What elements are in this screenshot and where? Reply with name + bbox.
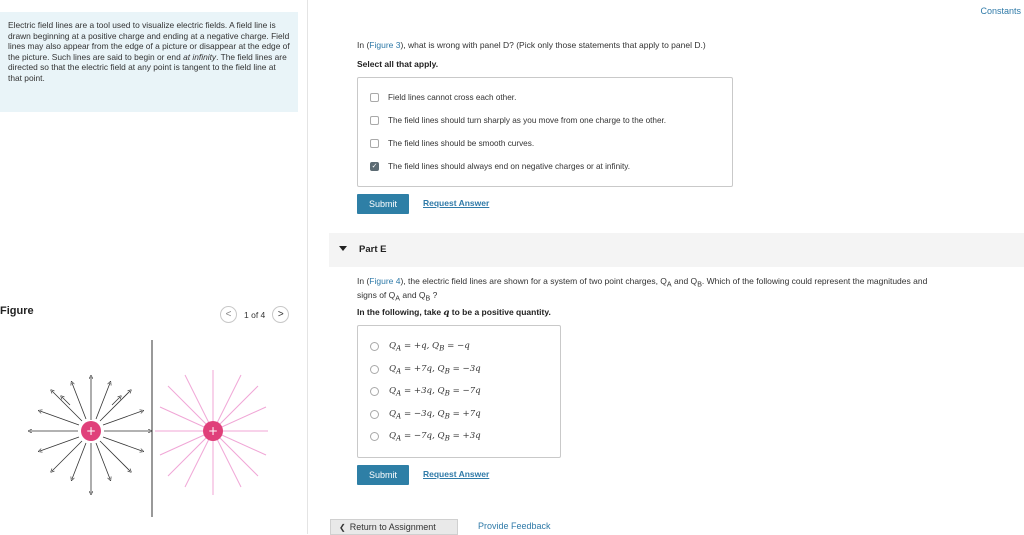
checkbox-option[interactable] xyxy=(370,139,534,148)
intro-text-box xyxy=(0,12,298,112)
radio-button[interactable] xyxy=(370,432,379,441)
option-expression: $Q_A = -7q$, $Q_B = +3q$ xyxy=(389,431,481,443)
part-e-question xyxy=(357,276,1017,304)
question-suffix: ), the electric field lines are shown for a system of two point charges, Q xyxy=(400,276,667,286)
radio-option[interactable] xyxy=(370,431,481,443)
radio-button[interactable] xyxy=(370,365,379,374)
checkbox[interactable] xyxy=(370,93,379,102)
question-suffix: ), what is wrong with panel D? (Pick only those statements that apply to panel D.) xyxy=(400,40,706,50)
part-e-options xyxy=(357,325,561,458)
charge-sign-d: + xyxy=(207,424,219,438)
positive-q-instruction xyxy=(357,307,551,318)
option-expression: $Q_A = +7q$, $Q_B = -3q$ xyxy=(389,364,481,376)
instruction-var: q xyxy=(443,308,450,318)
part-title: Part E xyxy=(359,244,387,255)
prev-figure-button[interactable] xyxy=(220,306,237,323)
question-line2-end: ? xyxy=(430,290,438,301)
charge-sign-c: + xyxy=(85,424,97,438)
checkbox-checked[interactable] xyxy=(370,162,379,171)
left-panel xyxy=(0,0,308,534)
constants-link[interactable]: Constants xyxy=(980,6,1021,16)
checkbox-option[interactable] xyxy=(370,116,666,125)
qb-value: −q xyxy=(457,341,470,351)
figure-pager xyxy=(220,306,289,323)
option-label: The field lines should always end on negative charges or at infinity. xyxy=(388,162,630,171)
instruction-prefix: In the following, take xyxy=(357,307,444,317)
provide-feedback-link[interactable]: Provide Feedback xyxy=(478,521,551,531)
option-label: Field lines cannot cross each other. xyxy=(388,93,517,102)
checkbox[interactable] xyxy=(370,116,379,125)
option-expression: $Q_A = -3q$, $Q_B = +7q$ xyxy=(389,409,481,421)
intro-emphasis: at infinity xyxy=(183,51,217,62)
part-e-header[interactable] xyxy=(329,233,1024,267)
qa-value: +7q xyxy=(413,364,433,374)
chevron-right-icon: > xyxy=(277,309,284,320)
option-expression: $Q_A = +q$, $Q_B = -q$ xyxy=(389,341,470,353)
checkbox-option[interactable] xyxy=(370,162,630,171)
radio-button[interactable] xyxy=(370,387,379,396)
question-line2: signs of Q xyxy=(357,290,396,301)
subscript-b: B xyxy=(697,280,702,289)
figure-4-link[interactable]: Figure 4 xyxy=(369,276,401,286)
checkbox[interactable] xyxy=(370,139,379,148)
radio-option[interactable] xyxy=(370,364,481,376)
instruction-suffix: to be a positive quantity. xyxy=(449,307,551,317)
radio-option[interactable] xyxy=(370,386,481,398)
figure-label: Figure xyxy=(0,305,34,317)
submit-button[interactable]: Submit xyxy=(357,465,409,485)
question-suffix2: . Which of the following could represent the magnitudes and xyxy=(701,276,928,286)
radio-option[interactable] xyxy=(370,341,470,353)
chevron-left-icon: ❮ xyxy=(339,522,346,532)
field-lines-figure xyxy=(0,335,300,525)
radio-option[interactable] xyxy=(370,409,481,421)
return-label: Return to Assignment xyxy=(349,522,436,532)
intro-text: Electric field lines are a tool used to visualize electric fields. A field line is drawn beginning at a positive charge and ending at a negative charge. Field lines may also appear from the edge of a picture or disappear at the edge of the picture. Such lines are said to begin or end xyxy=(8,20,290,62)
checkbox-option[interactable] xyxy=(370,93,516,102)
qb-value: −7q xyxy=(462,386,481,396)
qb-value: −3q xyxy=(462,364,481,374)
qa-value: −3q xyxy=(413,409,433,419)
request-answer-link[interactable]: Request Answer xyxy=(423,469,490,479)
check-icon: ✓ xyxy=(371,163,378,170)
qa-value: −7q xyxy=(413,431,433,441)
qb-value: +3q xyxy=(462,431,481,441)
radio-button[interactable] xyxy=(370,342,379,351)
collapse-arrow-icon[interactable] xyxy=(339,246,347,251)
qa-value: +3q xyxy=(413,386,433,396)
pager-count: 1 of 4 xyxy=(244,309,266,320)
figure-3-link[interactable]: Figure 3 xyxy=(369,40,401,50)
request-answer-link[interactable]: Request Answer xyxy=(423,198,490,208)
intro-text-end: . The field lines are directed so that the electric field at any point is tangent to the field line at that point. xyxy=(8,51,287,83)
question-prefix: In ( xyxy=(357,276,370,286)
option-expression: $Q_A = +3q$, $Q_B = -7q$ xyxy=(389,386,481,398)
question-line2-and: and Q xyxy=(400,290,426,301)
next-figure-button[interactable] xyxy=(272,306,289,323)
subscript-b: B xyxy=(425,294,431,303)
question-and: and Q xyxy=(671,276,698,286)
return-to-assignment-button[interactable] xyxy=(330,519,458,535)
subscript-a: A xyxy=(395,294,401,303)
radio-button[interactable] xyxy=(370,410,379,419)
part-d-options xyxy=(357,77,733,187)
chevron-left-icon: < xyxy=(225,309,232,320)
qa-value: +q xyxy=(413,341,427,351)
select-all-instruction: Select all that apply. xyxy=(357,59,439,69)
option-label: The field lines should be smooth curves. xyxy=(388,139,535,148)
option-label: The field lines should turn sharply as you move from one charge to the other. xyxy=(388,116,667,125)
part-d-question xyxy=(357,40,706,50)
submit-button[interactable]: Submit xyxy=(357,194,409,214)
subscript-a: A xyxy=(666,280,672,289)
qb-value: +7q xyxy=(462,409,481,419)
question-prefix: In ( xyxy=(357,40,370,50)
